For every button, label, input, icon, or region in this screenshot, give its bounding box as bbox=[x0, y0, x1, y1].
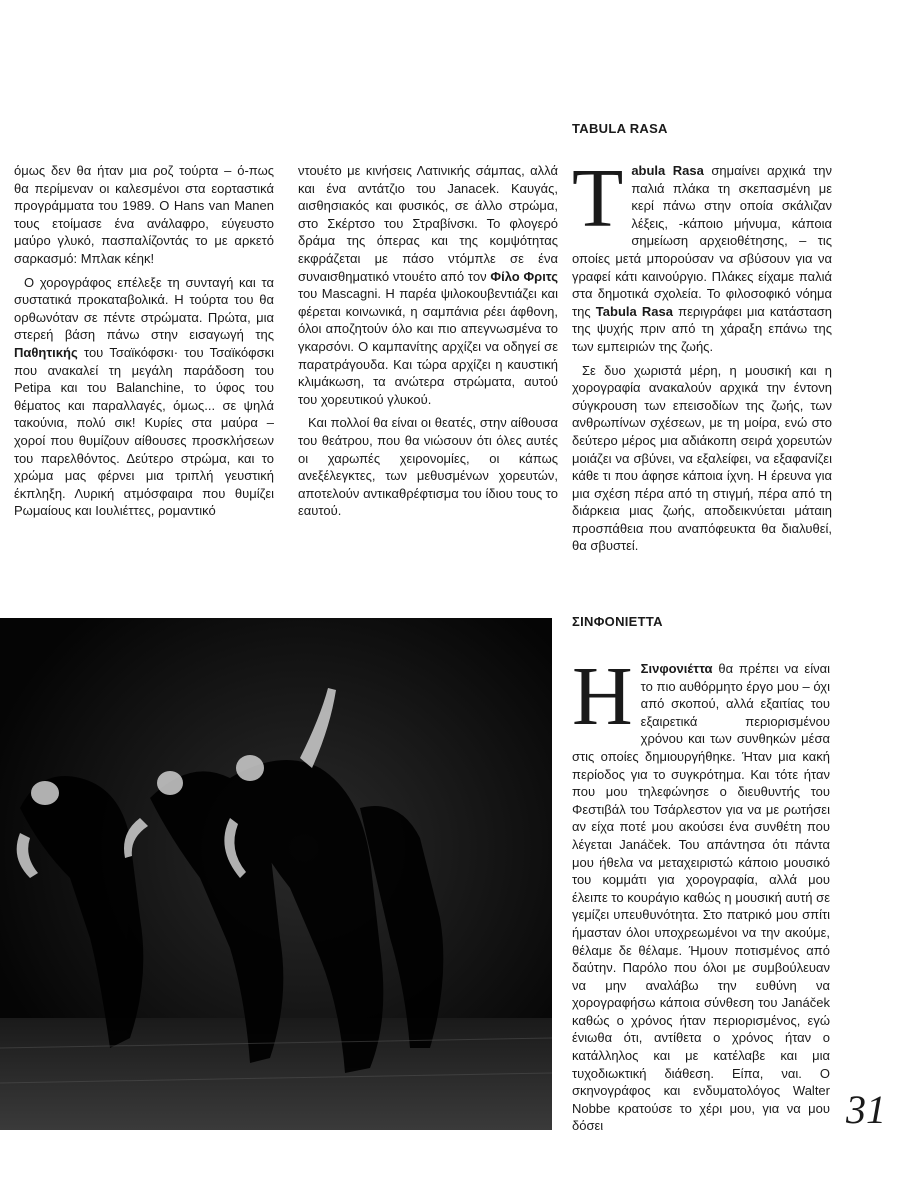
section-heading-sinfonietta: ΣΙΝΦΟΝΙΕΤΤΑ bbox=[572, 614, 663, 629]
paragraph: Σε δυο χωριστά μέρη, η μουσική και η χορογραφία ανακαλούν αρχικά την έντονη σύγκρουση των επεισοδίων της ζωής, των ανθρωπίνων σχέσεων, με τη μοίρα, ενώ στο δεύτερο μέρος μια αδιάκοπη σειρά χορευτών μοιάζει να σβύνει, να εξαλείφει, να εξαφανίζει κάθε τι που άφησε κάποια ίχνη. Η έρευνα για μια σχέση πέρα από τη στιγμή, πέρα από τη διάρκεια μιας ζωής, αποδεικνύεται μάταιη προσπάθεια που αναπόφευκτα θα διαλυθεί, θα σβυστεί. bbox=[572, 362, 832, 554]
text-column-sinfonietta bbox=[572, 650, 830, 1141]
page-number: 31 bbox=[846, 1087, 886, 1132]
drop-cap: T bbox=[572, 152, 624, 245]
paragraph: Ο χορογράφος επέλεξε τη συνταγή και τα συστατικά προκαταβολικά. Η τούρτα του θα ορθωνόταν σε πέντε στρώματα. Πρώτα, μια στερεή βάση πάνω στην εισαγωγή της Παθητικής του Τσαϊκόφσκι· του Τσαϊκόφσκι που ανακαλεί τη μεγάλη παράδοση του Petipa και του Balanchine, το ύφος του θέματος και παραλλαγές, όμως... σε ψηλά τακούνια, πολύ σικ! Κυρίες στα μαύρα – χοροί που θυμίζουν αίθουσες προσκλήσεων του παρελθόντος. Δεύτερο στρώμα, και το χρώμα μας φέρνει μια τριπλή γευστική έκπληξη. Λυρική ατμόσφαιρα που θυμίζει Ρωμαίους και Ιουλιέττες, ρομαντικό bbox=[14, 274, 274, 519]
paragraph: Η Σινφονιέττα θα πρέπει να είναι το πιο αυθόρμητο έργο μου – όχι από σκοπού, αλλά εξαιτίας του εξαιρετικά περιορισμένου χρόνου και των συνθηκών μέσα στις οποίες δημιουργήθηκε. Ήταν μια κακή περίοδος για το συγκρότημα. Και τότε ήταν που μου τηλεφώνησε ο διευθυντής του Φεστιβάλ του Τσάρλεστον για να με ρωτήσει αν είχα ποτέ μου ακούσει ένα συνθέτη που λέγεται Janáček. Του απάντησα ότι πάντα μου ήθελα να μεταχειριστώ κάποιο μουσικό του κομμάτι για χορογραφία, αλλά μου έλειπε το κουράγιο καθώς η μουσική αυτή σε γεμίζει υπευθυνότητα. Στο πατρικό μου σπίτι ήμασταν όλοι υποχρεωμένοι να την ακούμε, θέλαμε δε θέλαμε. Ήμουν ποτισμένος από δαύτην. Παρόλο που όλοι με συμβούλευαν να μην αναλάβω την ευθύνη να χορογραφήσω κάποια σύνθεση του Janáček καθώς ο χρόνος ήταν περιορισμένος, εγώ ένιωθα ότι, αντίθετα ο χρόνος ήταν ο κατάλληλος και με κατέλαβε και μια τυχοδιωκτική διάθεση. Είπα, ναι. Ο σκηνογράφος και ενδυματολόγος Walter Nobbe κρατούσε το χέρι μου, για να μου δόσει bbox=[572, 650, 830, 1134]
section-heading-tabula-rasa: TABULA RASA bbox=[572, 121, 668, 136]
paragraph: Και πολλοί θα είναι οι θεατές, στην αίθουσα του θεάτρου, που θα νιώσουν ότι όλες αυτές οι χαρωπές χειρονομίες, οι κάπως ανεξέλεγκτες, των μεθυσμένων χορευτών, αποτελούν αντικαθρέφτισμα του ίδιου τους το εαυτού. bbox=[298, 415, 558, 519]
text-column-1 bbox=[14, 162, 274, 526]
drop-cap: Η bbox=[572, 650, 633, 743]
text-column-tabula-rasa bbox=[572, 152, 832, 561]
dance-performance-photo bbox=[0, 618, 552, 1130]
paragraph: όμως δεν θα ήταν μια ροζ τούρτα – ό-πως θα περίμεναν οι καλεσμένοι στα εορταστικά προγράμματα του 1989. Ο Hans van Manen τους ετοίμασε ένα ανάλαφρο, εύγευστο μαύρο γλυκό, πασπαλίζοντάς το με αρκετό σαρκασμό: Μπλακ κέηκ! bbox=[14, 163, 274, 266]
text-column-2 bbox=[298, 162, 558, 526]
work-title-pathetique: Παθητικής bbox=[14, 344, 78, 360]
paragraph: Tabula Rasa σημαίνει αρχικά την παλιά πλάκα τη σκεπασμένη με κερί πάνω στην οποία σκάλιζαν λέξεις, -κάποιο μήνυμα, κάποια σημείωση αρχειοθέτησης, – τις οποίες μετά μπορούσαν να σβύσουν για να γραφεί κάτι καινούργιο. Πλάκες είχαμε παλιά στα δημοτικά σχολεία. Το φιλοσοφικό νόημα της Tabula Rasa περιγράφει μια κατάσταση της ψυχής πριν από τη χάραξη επάνω της των εμπειριών της ζωής. bbox=[572, 152, 832, 354]
paragraph: ντουέτο με κινήσεις Λατινικής σάμπας, αλλά και ένα αντάτζιο του Janacek. Καυγάς, αισθησιακός και φυσικός, σε άλλο στρώμα, στο Σκέρτσο του Στραβίνσκι. Το φλογερό δράμα της όπερας και της κομψότητας εκφράζεται με πάσο ντόμπλε σε ένα συναισθηματικό ντουέτο από τον Φίλο Φριτς του Mascagni. Η παρέα ψιλοκουβεντιάζει και φέρεται κοινωνικά, η σαμπάνια ρέει άφθονη, όλοι αποζητούν όλο και πιο απεγνωσμένα το γκαρσόνι. Ο καμπανίτης αρχίζει να οδηγεί σε παρατράγουδα. Και τώρα αρχίζει η καυστική κλιμάκωση, τα ανώτερα στρώματα, αυτού του χορευτικού γλυκού. bbox=[298, 163, 559, 407]
work-title-friend-fritz: Φίλο Φριτς bbox=[490, 268, 559, 284]
